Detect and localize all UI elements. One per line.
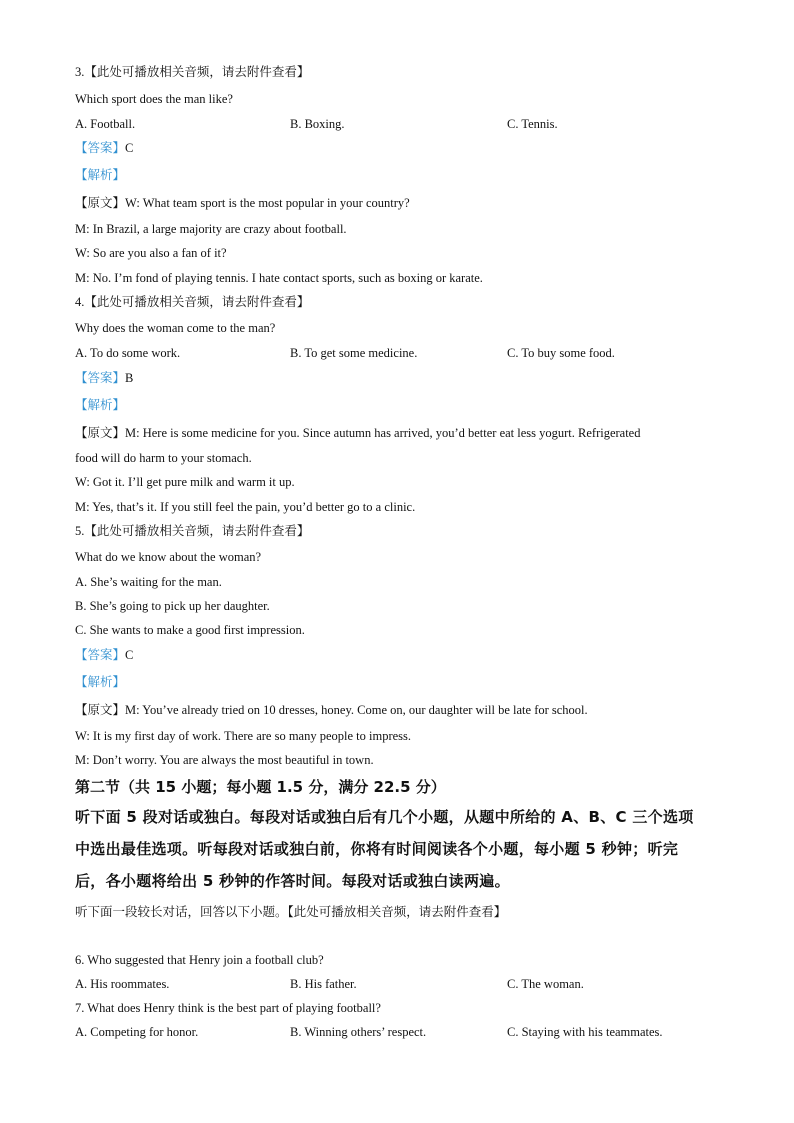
answer-value: C — [125, 648, 134, 662]
q5-option-a: A. She’s waiting for the man. — [75, 575, 222, 589]
q5-transcript-line: M: Don’t worry. You are always the most beautiful in town. — [75, 753, 374, 767]
q5-option-b: B. She’s going to pick up her daughter. — [75, 599, 270, 613]
q5-transcript-line — [75, 702, 588, 718]
q6-question: 6. Who suggested that Henry join a football club? — [75, 953, 324, 967]
section-instruction-line: 听下面 5 段对话或独白。每段对话或独白后有几个小题，从题中所给的 A、B、C 三个选项 — [75, 808, 694, 826]
q3-option-a: A. Football. — [75, 117, 136, 131]
q7-question: 7. What does Henry think is the best part of playing football? — [75, 1001, 381, 1015]
q4-option-c: C. To buy some food. — [507, 346, 615, 360]
q7-option-b: B. Winning others’ respect. — [290, 1025, 427, 1039]
q4-transcript-line: W: Got it. I’ll get pure milk and warm it up. — [75, 475, 295, 489]
q4-transcript-line: M: Yes, that’s it. If you still feel the pain, you’d better go to a clinic. — [75, 500, 416, 514]
q5-question: What do we know about the woman? — [75, 550, 262, 564]
q3-option-b: B. Boxing. — [290, 117, 345, 131]
q7-option-a: A. Competing for honor. — [75, 1025, 199, 1039]
q4-title: 4.【此处可播放相关音频，请去附件查看】 — [75, 295, 310, 309]
q3-transcript-line: W: So are you also a fan of it? — [75, 246, 227, 260]
q4-transcript-line — [75, 425, 640, 441]
original-tag: 【原文】 — [75, 703, 126, 717]
q7-option-c: C. Staying with his teammates. — [507, 1025, 663, 1039]
q4-option-b: B. To get some medicine. — [290, 346, 418, 360]
q4-question: Why does the woman come to the man? — [75, 321, 276, 335]
answer-value: B — [125, 371, 134, 385]
q3-title: 3.【此处可播放相关音频，请去附件查看】 — [75, 65, 310, 79]
q3-transcript-line — [75, 195, 410, 211]
q3-question: Which sport does the man like? — [75, 92, 233, 106]
q5-transcript-line: W: It is my first day of work. There are so many people to impress. — [75, 729, 412, 743]
q4-answer — [75, 370, 133, 386]
original-tag: 【原文】 — [75, 426, 126, 440]
transcript-text: W: What team sport is the most popular in your country? — [125, 196, 410, 210]
q5-analysis-tag: 【解析】 — [75, 675, 126, 689]
original-tag: 【原文】 — [75, 196, 126, 210]
q4-analysis-tag: 【解析】 — [75, 398, 126, 412]
sub-instruction: 听下面一段较长对话，回答以下小题。【此处可播放相关音频，请去附件查看】 — [75, 905, 507, 919]
q5-option-c: C. She wants to make a good first impression. — [75, 623, 305, 637]
q4-transcript-line: food will do harm to your stomach. — [75, 451, 252, 465]
q3-answer — [75, 140, 133, 156]
q5-title: 5.【此处可播放相关音频，请去附件查看】 — [75, 524, 310, 538]
section-heading: 第二节（共 15 小题；每小题 1.5 分，满分 22.5 分） — [75, 778, 446, 796]
q5-answer — [75, 647, 133, 663]
q3-transcript-line: M: In Brazil, a large majority are crazy about football. — [75, 222, 347, 236]
transcript-text: M: You’ve already tried on 10 dresses, honey. Come on, our daughter will be late for school. — [125, 703, 588, 717]
answer-tag: 【答案】 — [75, 141, 126, 155]
section-instruction-line: 后，各小题将给出 5 秒钟的作答时间。每段对话或独白读两遍。 — [75, 872, 510, 890]
q6-option-a: A. His roommates. — [75, 977, 170, 991]
q4-option-a: A. To do some work. — [75, 346, 181, 360]
section-instruction-line: 中选出最佳选项。听每段对话或独白前，你将有时间阅读各个小题，每小题 5 秒钟；听完 — [75, 840, 679, 858]
q6-option-b: B. His father. — [290, 977, 357, 991]
answer-value: C — [125, 141, 134, 155]
q3-analysis-tag: 【解析】 — [75, 168, 126, 182]
q6-option-c: C. The woman. — [507, 977, 584, 991]
q3-transcript-line: M: No. I’m fond of playing tennis. I hate contact sports, such as boxing or karate. — [75, 271, 483, 285]
transcript-text: M: Here is some medicine for you. Since autumn has arrived, you’d better eat less yogurt. Refrigerated — [125, 426, 641, 440]
answer-tag: 【答案】 — [75, 648, 126, 662]
q3-option-c: C. Tennis. — [507, 117, 558, 131]
answer-tag: 【答案】 — [75, 371, 126, 385]
